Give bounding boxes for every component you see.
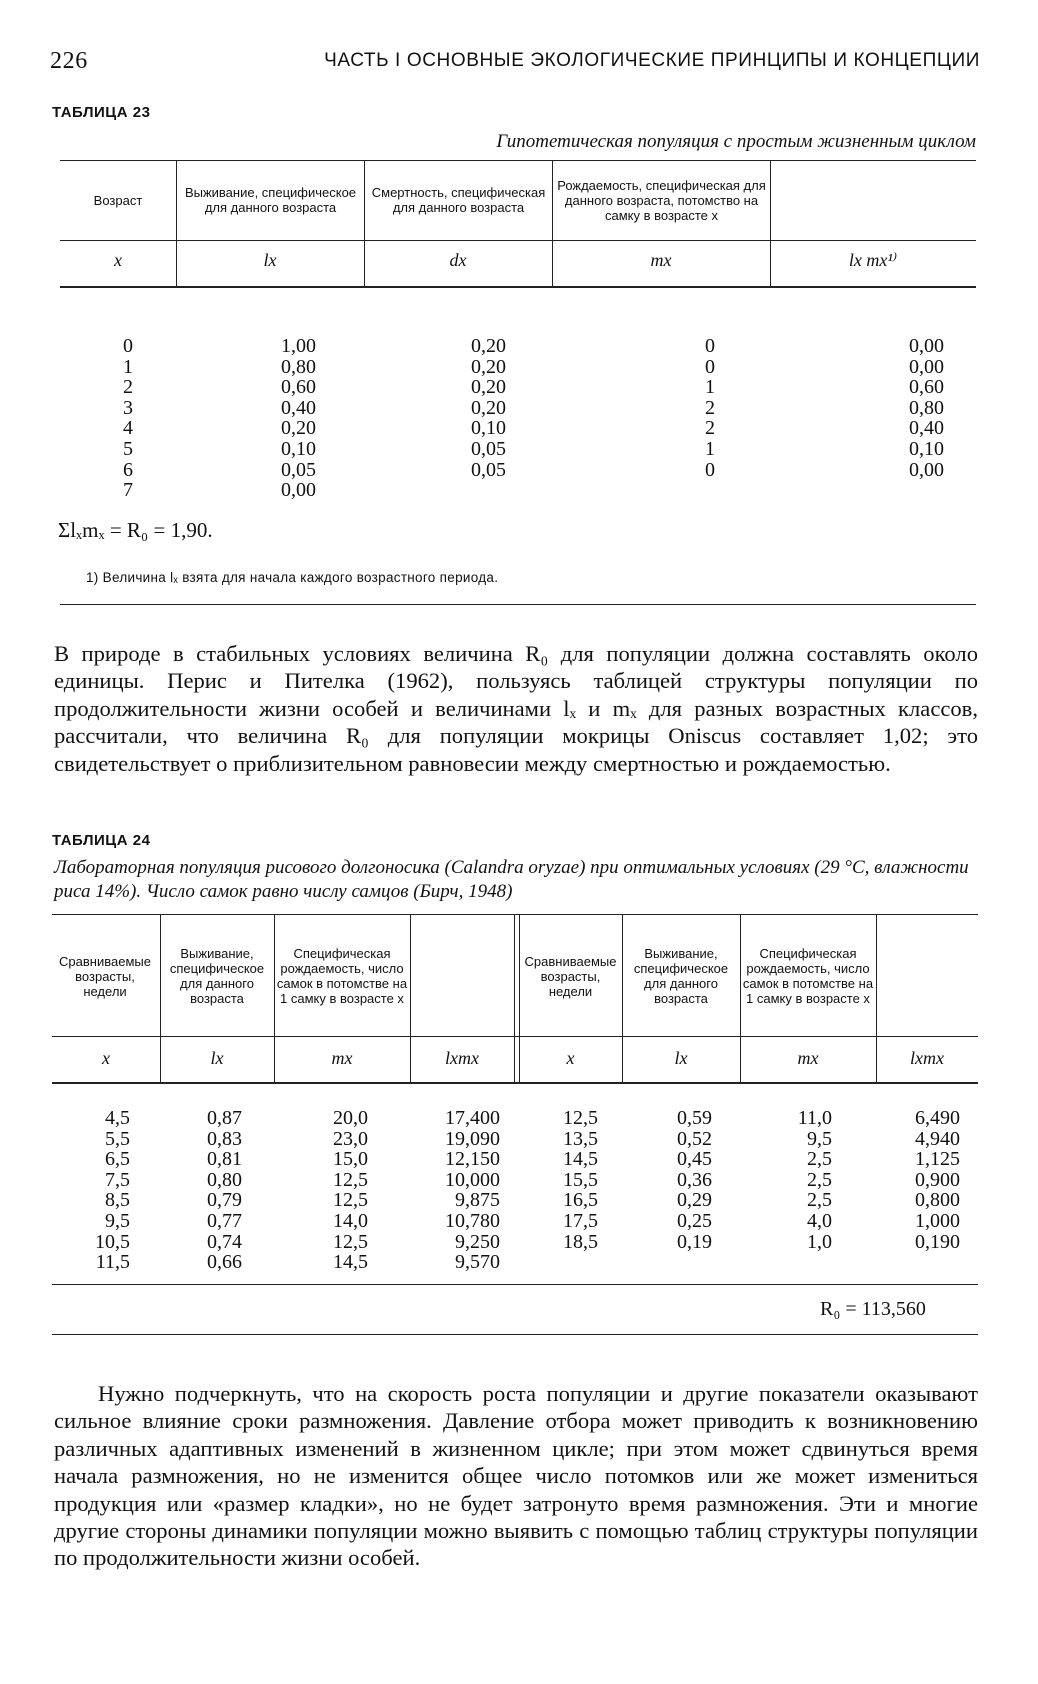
table24-header-natality-right: Специфическая рождаемость, число самок в потомстве на 1 самку в возрасте x: [742, 946, 874, 1006]
table24-header-survival-left: Выживание, специфическое для данного возраста: [169, 946, 265, 1006]
table24-total: R₀ = 113,560: [820, 1298, 926, 1320]
table23-symbol-mx: mx: [650, 250, 672, 270]
table23-symbol-lxmx: lx mx¹⁾: [848, 250, 898, 270]
table23-symbol-dx: dx: [449, 250, 467, 270]
table24-symbol-lx-left: lx: [210, 1048, 224, 1068]
table24-col-x-right: 12,5 13,5 14,5 15,5 16,5 17,5 18,5: [563, 1107, 598, 1253]
table24-symbol-rule: [52, 1082, 978, 1084]
table24-col-lx-right: 0,59 0,52 0,45 0,36 0,29 0,25 0,19: [677, 1107, 712, 1253]
table23-header-product: [773, 164, 976, 236]
table24-header-age-right: Сравниваемые возрасты, недели: [524, 953, 617, 999]
table24-symbol-lxmx-left: lxmx: [445, 1048, 479, 1068]
table24-header-product-left: [412, 920, 512, 1032]
table23-header-mortality: Смертность, специфическая для данного возраста: [371, 185, 546, 215]
table24-label: ТАБЛИЦА 24: [52, 832, 151, 849]
table23-col-lxmx: 0,00 0,00 0,60 0,80 0,40 0,10 0,00: [909, 335, 944, 481]
table23-col-mx: 0 0 1 2 2 1 0: [705, 335, 715, 481]
table24-symbol-lx-right: lx: [674, 1048, 688, 1068]
table23-label: ТАБЛИЦА 23: [52, 104, 151, 121]
table23-symbol-lx: lx: [263, 250, 277, 270]
table24-data-rule: [52, 1284, 978, 1285]
table23-bottom-rule: [60, 604, 976, 605]
table24-symbol-mx-left: mx: [331, 1048, 353, 1068]
table24-header-age-left: Сравниваемые возрасты, недели: [59, 953, 151, 999]
table23-symbol-x: x: [114, 250, 122, 270]
table24-col-lxmx-right: 6,490 4,940 1,125 0,900 0,800 1,000 0,190: [915, 1107, 960, 1253]
table24-header-product-right: [878, 920, 978, 1032]
table24-caption: Лабораторная популяция рисового долгоносика (Calandra oryzae) при оптимальных условиях (29 °C, влажности риса 14%). Число самок равно числу самцов (Бирч, 1948): [54, 857, 969, 902]
table24-symbol-x-right: x: [566, 1048, 575, 1068]
table23-symbol-rule: [60, 286, 976, 288]
table24-header-survival-right: Выживание, специфическое для данного возраста: [633, 946, 729, 1006]
table24-col-mx-right: 11,0 9,5 2,5 2,5 2,5 4,0 1,0: [797, 1107, 832, 1253]
table23-col-dx: 0,20 0,20 0,20 0,20 0,10 0,05 0,05: [471, 335, 506, 481]
table24-col-lx-left: 0,87 0,83 0,81 0,80 0,79 0,77 0,74 0,66: [207, 1107, 242, 1274]
running-title: ЧАСТЬ I ОСНОВНЫЕ ЭКОЛОГИЧЕСКИЕ ПРИНЦИПЫ И КОНЦЕПЦИИ: [324, 50, 980, 71]
table24-symbol-x-left: x: [102, 1048, 110, 1068]
table23-header-natality: Рождаемость, специфическая для данного возраста, потомство на самку в возрасте x: [557, 177, 766, 223]
table24-col-lxmx-left: 17,400 19,090 12,150 10,000 9,875 10,780 9,250 9,570: [445, 1107, 500, 1274]
table24-symbol-lxmx-right: lxmx: [910, 1048, 944, 1068]
table23-top-rule: [60, 160, 976, 161]
table23-header-age: Возраст: [93, 192, 143, 208]
table23-caption: Гипотетическая популяция с простым жизненным циклом: [496, 131, 976, 152]
paragraph-2: Нужно подчеркнуть, что на скорость роста популяции и другие показатели оказывают сильное влияние сроки размножения. Давление отбора может приводить к возникновению различных адаптивных изменений в жизненном цикле; при этом может сдвинуться время начала размножения, но не изменится общее число потомков или же может измениться продукция или «размер кладки», но не будет затронуто время размножения. Эти и многие другие стороны динамики популяции можно выявить с помощью таблиц структуры популяции по продолжительности жизни особей.: [54, 1381, 978, 1571]
table24-header-natality-left: Специфическая рождаемость, число самок в потомстве на 1 самку в возрасте x: [276, 946, 408, 1006]
table24-top-rule: [52, 914, 978, 915]
table24-col-x-left: 4,5 5,5 6,5 7,5 8,5 9,5 10,5 11,5: [95, 1107, 130, 1274]
table23-footnote: 1) Величина lₓ взята для начала каждого возрастного периода.: [86, 570, 499, 585]
table23-sum: Σlₓmₓ = R₀ = 1,90.: [58, 518, 213, 542]
paragraph-1: В природе в стабильных условиях величина R₀ для популяции должна составлять около единицы. Перис и Пителка (1962), пользуясь таблицей структуры популяции по продолжительности жизни особей и величинами lₓ и mₓ для разных возрастных классов, рассчитали, что величина R₀ для популяции мокрицы Oniscus составляет 1,02; это свидетельствует о приблизительном равновесии между смертностью и рождаемостью.: [54, 641, 978, 776]
table23-col-lx: 1,00 0,80 0,60 0,40 0,20 0,10 0,05 0,00: [281, 335, 316, 502]
table23-col-x: 0 1 2 3 4 5 6 7: [123, 335, 133, 502]
table24-symbol-mx-right: mx: [797, 1048, 819, 1068]
page-number: 226: [50, 48, 88, 74]
running-header: [50, 48, 980, 80]
table24-bottom-rule: [52, 1334, 978, 1335]
table23-header-rule: [60, 240, 976, 241]
table24-divider-4a: [514, 914, 515, 1082]
table23-header-survival: Выживание, специфическое для данного возраста: [184, 185, 357, 215]
table24-col-mx-left: 20,0 23,0 15,0 12,5 12,5 14,0 12,5 14,5: [333, 1107, 368, 1274]
table24-header-rule: [52, 1036, 978, 1037]
